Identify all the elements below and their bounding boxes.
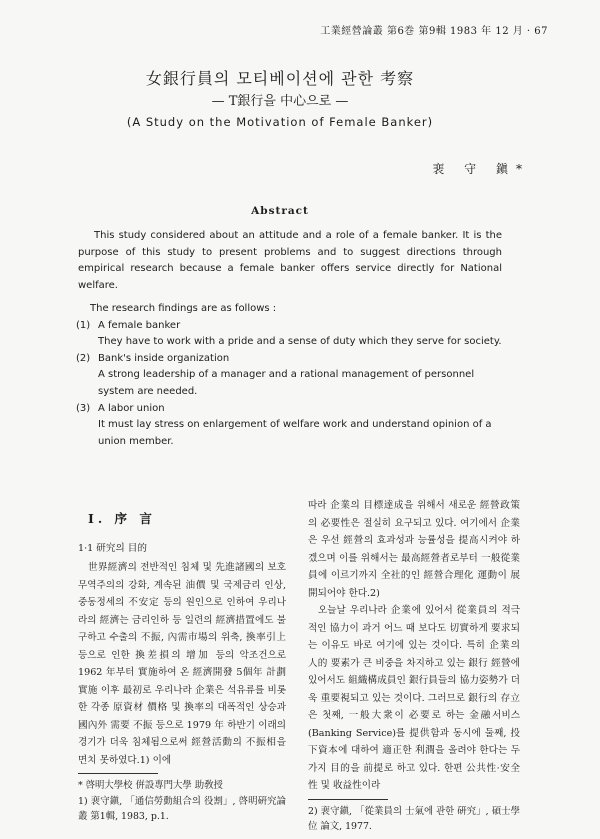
footnote-author-affiliation: * 啓明大學校 倂設專門大學 助敎授 (78, 780, 223, 791)
findings-intro: The research findings are as follows : (90, 303, 277, 314)
finding-text: It must lay stress on enlargement of welfare work and understand opinion of a union member. (98, 419, 492, 447)
abstract-body (78, 228, 502, 294)
findings-list (76, 301, 506, 450)
finding-item (76, 318, 506, 351)
finding-title: A labor union (98, 402, 165, 414)
running-header: 工業經營論叢 第6巻 第9輯 1983 年 12 月 · 67 (320, 26, 548, 37)
finding-number: (2) (76, 352, 91, 364)
footnote-divider (78, 773, 158, 774)
finding-text: A strong leadership of a manager and a rational management of personnel system are needed. (98, 369, 475, 397)
finding-title: A female banker (98, 319, 181, 331)
finding-item (76, 401, 506, 451)
paper-title: 女銀行員의 모티베이션에 관한 考察 (145, 69, 415, 88)
abstract-paragraph: This study considered about an attitude and a role of a female banker. It is the purpose of this study to present problems and to suggest directions through empirical research because a female banker offers service directly for National welfare. (78, 230, 502, 291)
body-paragraph: 따라 企業의 目標達成을 위해서 새로운 經營政策의 必要性은 절실히 요구되고 있다. 여기에서 企業은 우선 經營의 효과성과 능률성을 提高시켜야 하겠으며 이를 위해서는 最高經營者로부터 一般從業員에 이르기까지 全社的인 經營合理化 運動이 展開되어야 한다.2) (308, 500, 520, 599)
footnote-2: 2) 裵守鎭, 「從業員의 士氣에 관한 硏究」, 碩士學位 論文, 1977. (308, 805, 520, 832)
author: 裵 守 鎭* (432, 162, 530, 176)
finding-item (76, 351, 506, 401)
finding-number: (3) (76, 402, 91, 414)
finding-text: They have to work with a pride and a sense of duty which they serve for society. (98, 336, 502, 348)
body-paragraph: 오늘날 우리나라 企業에 있어서 從業員의 적극적인 協力이 과거 어느 때 보다도 切實하게 要求되는 이유도 바로 여기에 있는 것이다. 특히 企業의 人的 要素가 큰 비중을 차지하고 있는 銀行 經營에 있어서도 組織構成員인 銀行員들의 協力姿勢가 더욱 重要視되고 있는 것이다. 그러므로 銀行의 存立은 첫째, 一般大衆이 必要로 하는 金融서비스 (Banking Service)를 提供함과 동시에 둘째, 投下資本에 대하여 適正한 利潤을 올려야 한다는 두 가지 目的을 前提로 하고 있다. 한편 公共性·安全性 및 收益性이라 (308, 605, 520, 791)
english-title: (A Study on the Motivation of Female Banker) (126, 115, 434, 129)
right-column (308, 497, 520, 835)
footnote-1: 1) 裵守鎭, 「通信勞動組合의 役割」, 啓明硏究論叢 第1輯, 1983, p.1. (78, 795, 286, 822)
finding-title: Bank's inside organization (98, 352, 230, 364)
abstract-heading: Abstract (251, 205, 309, 217)
paper-subtitle: — T銀行을 中心으로 — (211, 94, 349, 109)
finding-number: (1) (76, 319, 91, 331)
footnote-divider (308, 799, 388, 800)
body-paragraph: 世界經濟의 전반적인 침체 및 先進諸國의 보호무역주의의 강화, 계속된 油價 및 국제금리 인상, 중동정세의 不安定 등의 원인으로 인하여 우리나라의 經濟는 금리인하 등 일련의 經濟措置에도 불구하고 수출의 不振, 內需市場의 위축, 換率引上 등으로 인한 換差損의 增加 등의 악조건으로 1962 年부터 實施하여 온 經濟開發 5個年 計劃 實施 이후 最初로 우리나라 企業은 석유류를 비롯한 각종 原資材 價格 및 換率의 대폭적인 상승과 國內外 需要 不振 등으로 1979 年 하반기 이래의 경기가 더욱 침체됨으로써 經營活動의 不振相을 면치 못하였다.1) 이에 (78, 562, 286, 766)
subsection-heading: 1·1 研究의 目的 (78, 542, 147, 554)
section-heading: I. 序 言 (88, 511, 156, 526)
left-column (78, 510, 286, 825)
